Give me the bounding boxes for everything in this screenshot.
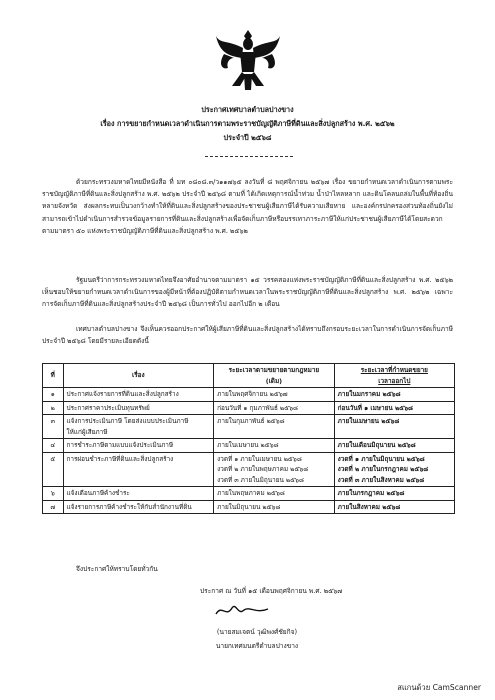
row-number: ๓ bbox=[43, 415, 64, 439]
row-original-deadline bbox=[214, 452, 335, 487]
row-number: ๑ bbox=[43, 388, 64, 402]
header-no: ที่ bbox=[43, 364, 64, 388]
row-task-line: การผ่อนชำระภาษีที่ดินและสิ่งปลูกสร้าง bbox=[66, 454, 174, 463]
table-row bbox=[43, 487, 455, 501]
table-header-row bbox=[43, 364, 455, 388]
row-extended-deadline bbox=[334, 487, 454, 501]
row-extended-deadline-line: ภายในสิงหาคม ๒๕๖๘ bbox=[337, 502, 401, 511]
row-extended-deadline-line: งวดที่ ๓ ภายในสิงหาคม ๒๕๖๘ bbox=[337, 475, 425, 484]
row-extended-deadline bbox=[334, 388, 454, 402]
body-paragraph-1: ด้วยกระทรวงมหาดไทยมีหนังสือ ที่ มท ๐๘๐๘.๓/ว๑๑๗๖๕ ลงวันที่ ๘ พฤศจิกายน ๒๕๖๗ เรื่อง ขยายกำหนดเวลาดำเนินการตามพระราชบัญญัติภาษีที่ดินและสิ่งปลูกสร้าง พ.ศ. ๒๕๖๒ ประจำปี ๒๕๖๘ ตามที่ ได้เกิดเหตุการณ์น้ำท่วม น้ำป่าไหลหลาก และดินโคลนถล่มในพื้นที่ท้องถิ่นหลายจังหวัด ส่งผลกระทบเป็นวงกว้างทำให้ที่ดินและสิ่งปลูกสร้างของประชาชนผู้เสียภาษีได้รับความเสียหาย และองค์กรปกครองส่วนท้องถิ่นยังไม่สามารถเข้าไปดำเนินการสำรวจข้อมูลรายการที่ดินและสิ่งปลูกสร้างเพื่อจัดเก็บภาษีหรือบรรเทาภาระภาษีให้แก่ประชาชนผู้เสียภาษีได้โดยสะดวก ตามมาตรา ๕๐ แห่งพระราชบัญญัติภาษีที่ดินและสิ่งปลูกสร้าง พ.ศ. ๒๕๖๒ bbox=[42, 178, 453, 235]
body-paragraph-2: รัฐมนตรีว่าการกระทรวงมหาดไทยจึงอาศัยอำนาจตามมาตรา ๑๕ วรรคสองแห่งพระราชบัญญัติภาษีที่ดินและสิ่งปลูกสร้าง พ.ศ. ๒๕๖๒ เห็นชอบให้ขยายกำหนดเวลาดำเนินการของผู้มีหน้าที่ต้องปฏิบัติตามกำหนดเวลาในพระราชบัญญัติภาษีที่ดินและสิ่งปลูกสร้าง พ.ศ. ๒๕๖๒ เฉพาะการจัดเก็บภาษีที่ดินและสิ่งปลูกสร้างประจำปี ๒๕๖๘ เป็นการทั่วไป ออกไปอีก ๒ เดือน bbox=[42, 276, 453, 309]
table-row bbox=[43, 500, 455, 514]
row-task bbox=[63, 439, 214, 453]
row-original-deadline-line: งวดที่ ๒ ภายในพฤษภาคม ๒๕๖๘ bbox=[217, 465, 309, 473]
row-original-deadline-line: ภายในกุมภาพันธ์ ๒๕๖๘ bbox=[217, 417, 285, 425]
row-task bbox=[63, 500, 214, 514]
table-row bbox=[43, 388, 455, 402]
table-row bbox=[43, 415, 455, 439]
header-extended-deadline bbox=[334, 364, 454, 388]
row-extended-deadline bbox=[334, 401, 454, 415]
closing-text: จึงประกาศให้ทราบโดยทั่วกัน bbox=[76, 565, 158, 573]
row-original-deadline bbox=[214, 415, 335, 439]
row-original-deadline bbox=[214, 439, 335, 453]
row-original-deadline bbox=[214, 500, 335, 514]
row-number: ๗ bbox=[43, 500, 64, 514]
header-new-line1: ระยะเวลาที่กำหนดขยาย bbox=[360, 366, 428, 374]
row-extended-deadline bbox=[334, 452, 454, 487]
announcement-subject: เรื่อง การขยายกำหนดเวลาดำเนินการตามพระราชบัญญัติภาษีที่ดินและสิ่งปลูกสร้าง พ.ศ. ๒๕๖๒ bbox=[100, 119, 395, 128]
table-row bbox=[43, 452, 455, 487]
table-row bbox=[43, 439, 455, 453]
row-task bbox=[63, 401, 214, 415]
header-new-line2: เวลาออกไป bbox=[378, 376, 411, 385]
row-task-line: แจ้งเตือนภาษีค้างชำระ bbox=[66, 489, 130, 497]
row-task-line: ประกาศราคาประเมินทุนทรัพย์ bbox=[66, 403, 150, 412]
header-task: เรื่อง bbox=[63, 364, 214, 388]
separator-line bbox=[205, 156, 293, 157]
row-task-line: แจ้งการประเมินภาษี โดยส่งแบบประเมินภาษี bbox=[66, 417, 189, 425]
body-paragraph-3: เทศบาลตำบลปางขาง จึงเห็นควรออกประกาศให้ผู้เสียภาษีที่ดินและสิ่งปลูกสร้างได้ทราบถึงกรอบระยะเวลาในการดำเนินการจัดเก็บภาษี ประจำปี ๒๕๖๘ โดยมีรายละเอียดดังนี้ bbox=[42, 325, 453, 346]
signer-title: นายกเทศมนตรีตำบลปางขาง bbox=[215, 642, 299, 650]
row-number: ๕ bbox=[43, 452, 64, 487]
garuda-emblem-icon bbox=[214, 24, 282, 96]
schedule-table bbox=[42, 363, 455, 514]
row-number: ๔ bbox=[43, 439, 64, 453]
handwritten-signature-icon bbox=[212, 600, 272, 620]
row-extended-deadline-line: ภายในมกราคม ๒๕๖๘ bbox=[337, 390, 401, 398]
row-extended-deadline bbox=[334, 439, 454, 453]
row-extended-deadline-line: ก่อนวันที่ ๑ เมษายน ๒๕๖๘ bbox=[337, 403, 413, 412]
row-original-deadline-line: ภายในมิถุนายน ๒๕๖๘ bbox=[217, 502, 281, 511]
row-task bbox=[63, 452, 214, 487]
row-original-deadline-line: ภายในพฤศจิกายน ๒๕๖๗ bbox=[217, 390, 288, 398]
row-task-line: ให้แก่ผู้เสียภาษี bbox=[66, 427, 108, 436]
row-extended-deadline-line: งวดที่ ๒ ภายในกรกฎาคม ๒๕๖๘ bbox=[337, 465, 429, 473]
row-extended-deadline-line: ภายในเดือนมิถุนายน ๒๕๖๘ bbox=[337, 441, 416, 449]
row-original-deadline-line: งวดที่ ๓ ภายในมิถุนายน ๒๕๖๘ bbox=[217, 475, 304, 484]
signer-name: (นายสมเจตน์ วุฒิพงศ์ชัยกิจ) bbox=[216, 628, 298, 636]
row-extended-deadline bbox=[334, 500, 454, 514]
row-extended-deadline bbox=[334, 415, 454, 439]
fiscal-year-line: ประจำปี ๒๕๖๘ bbox=[223, 133, 272, 142]
row-task bbox=[63, 487, 214, 501]
row-original-deadline-line: งวดที่ ๑ ภายในเมษายน ๒๕๖๘ bbox=[217, 454, 302, 463]
organization-title: ประกาศเทศบาลตำบลปางขาง bbox=[201, 105, 294, 114]
row-number: ๖ bbox=[43, 487, 64, 501]
row-extended-deadline-line: ภายในเมษายน ๒๕๖๘ bbox=[337, 417, 400, 425]
row-original-deadline-line: ภายในเมษายน ๒๕๖๘ bbox=[217, 441, 279, 449]
row-original-deadline-line: ก่อนวันที่ ๑ กุมภาพันธ์ ๒๕๖๘ bbox=[217, 403, 298, 412]
row-extended-deadline-line: งวดที่ ๑ ภายในมิถุนายน ๒๕๖๘ bbox=[337, 454, 425, 463]
row-original-deadline bbox=[214, 388, 335, 402]
signature-date: ประกาศ ณ วันที่ ๑๕ เดือนพฤศจิกายน พ.ศ. ๒๕๖๗ bbox=[200, 587, 343, 595]
header-old-line1: ระยะเวลาตามขยายตามกฎหมาย bbox=[228, 366, 320, 374]
row-original-deadline bbox=[214, 401, 335, 415]
row-original-deadline-line: ภายในพฤษภาคม ๒๕๖๘ bbox=[217, 489, 285, 497]
row-task bbox=[63, 388, 214, 402]
scan-watermark: สแกนด้วย CamScanner bbox=[397, 683, 481, 692]
header-old-line2: (เดิม) bbox=[265, 376, 283, 385]
row-task-line: ประกาศแจ้งรายการที่ดินและสิ่งปลูกสร้าง bbox=[66, 390, 179, 398]
row-extended-deadline-line: ภายในกรกฎาคม ๒๕๖๘ bbox=[337, 489, 405, 497]
row-number: ๒ bbox=[43, 401, 64, 415]
row-task-line: การชำระภาษีตามแบบแจ้งประเมินภาษี bbox=[66, 441, 174, 449]
row-task bbox=[63, 415, 214, 439]
row-task-line: แจ้งรายการภาษีค้างชำระให้กับสำนักงานที่ดิน bbox=[66, 502, 192, 511]
row-original-deadline bbox=[214, 487, 335, 501]
header-original-deadline bbox=[214, 364, 335, 388]
table-row bbox=[43, 401, 455, 415]
